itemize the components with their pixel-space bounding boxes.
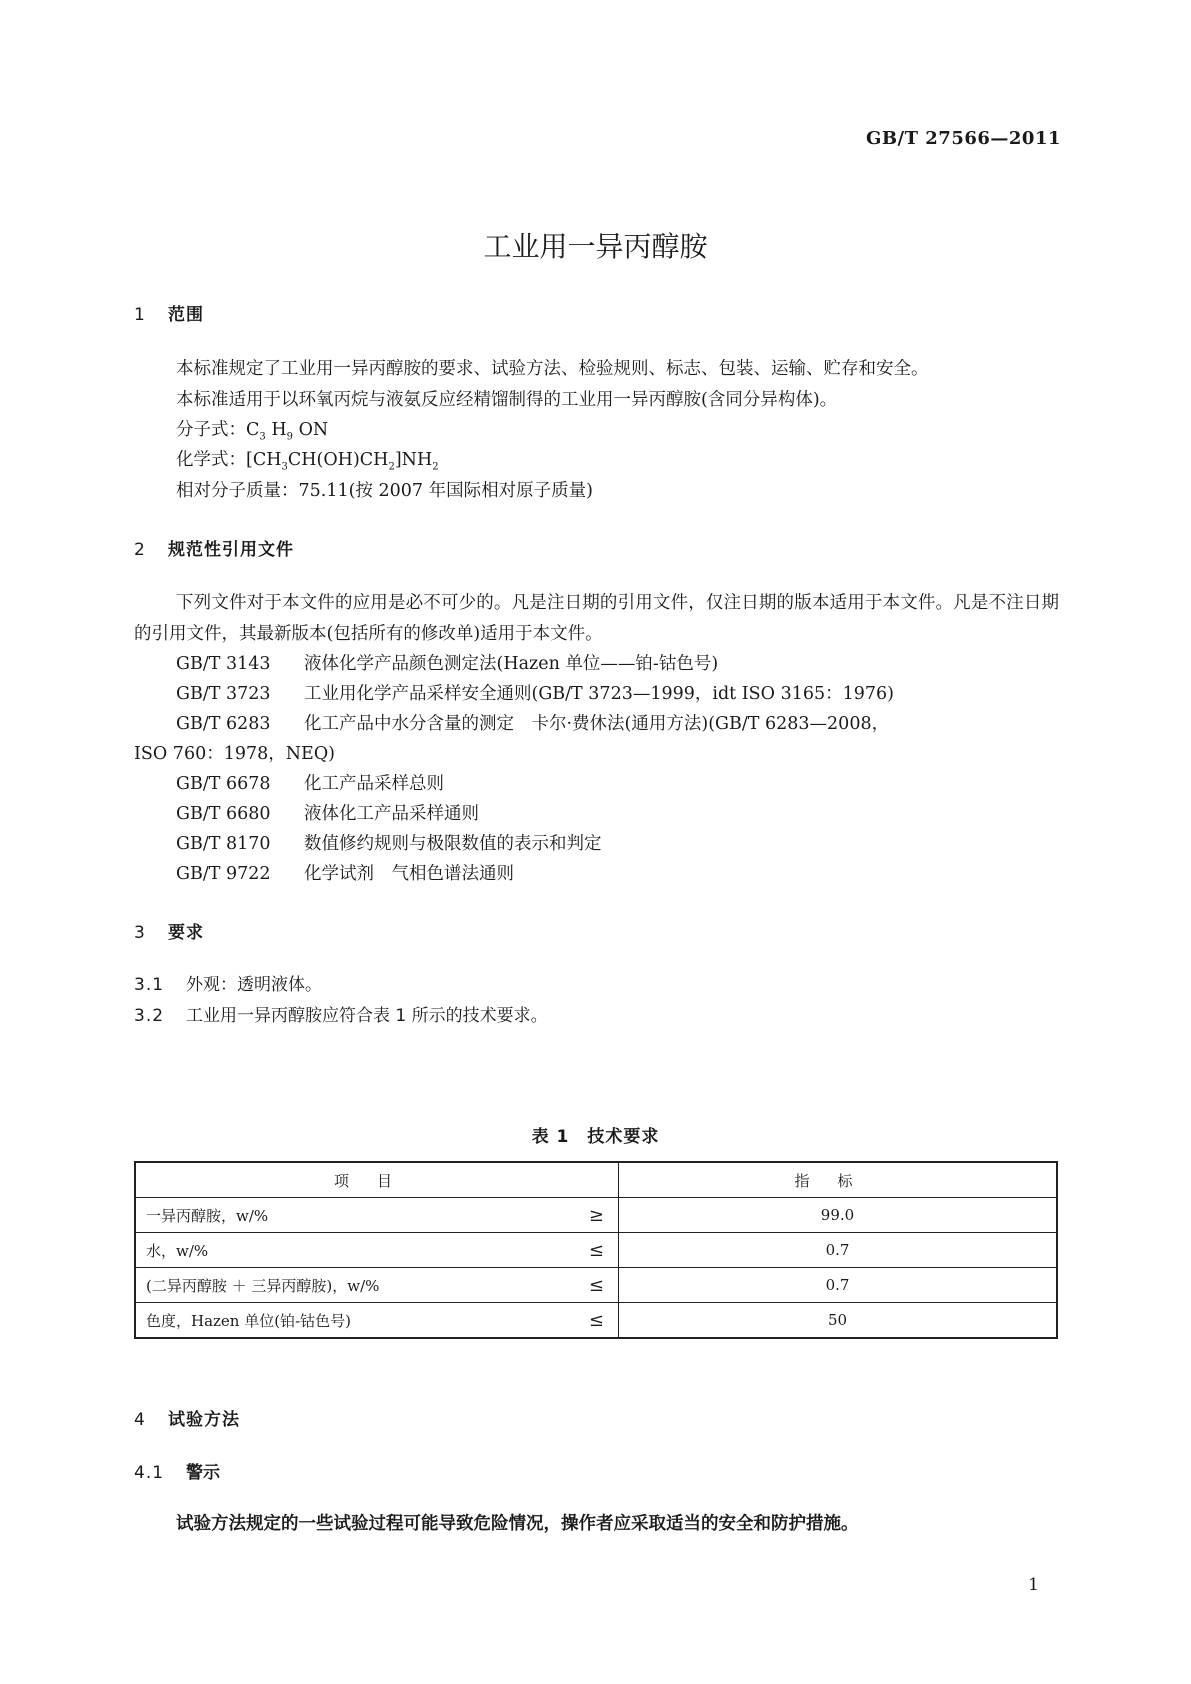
table-row: [135, 1303, 1057, 1339]
header-value: 指标: [619, 1162, 1058, 1198]
table-header-row: [135, 1162, 1057, 1198]
formula-part: ON: [298, 420, 329, 440]
clause-title: 警示: [186, 1463, 220, 1483]
reference-title: 化工产品中水分含量的测定 卡尔·费休法(通用方法)(GB/T 6283—2008，: [304, 714, 890, 734]
row-comparator: ≤: [544, 1268, 619, 1303]
section-4-heading: [134, 1405, 240, 1430]
table-row: [135, 1233, 1057, 1268]
row-value: 0.7: [619, 1268, 1058, 1303]
scope-paragraph-2: 本标准适用于以环氧丙烷与液氨反应经精馏制得的工业用一异丙醇胺(含同分异构体)。: [176, 390, 838, 410]
reference-item: [176, 770, 444, 795]
reference-item-continuation: ISO 760：1978，NEQ): [134, 744, 336, 764]
row-value: 99.0: [619, 1198, 1058, 1233]
row-item: 一异丙醇胺，w/%: [135, 1198, 544, 1233]
row-comparator: ≥: [544, 1198, 619, 1233]
reference-item: [176, 680, 894, 705]
section-title: 试验方法: [168, 1410, 240, 1430]
technical-requirements-table: [134, 1161, 1058, 1339]
scope-paragraph-1: 本标准规定了工业用一异丙醇胺的要求、试验方法、检验规则、标志、包装、运输、贮存和安全。: [176, 359, 929, 379]
reference-title: 液体化工产品采样通则: [304, 804, 479, 824]
table-row: [135, 1198, 1057, 1233]
section-4-1-heading: [134, 1458, 220, 1483]
reference-title: 液体化学产品颜色测定法(Hazen 单位——铂-钴色号): [304, 654, 719, 674]
references-intro: 下列文件对于本文件的应用是必不可少的。凡是注日期的引用文件，仅注日期的版本适用于本文件。凡是不注日期的引用文件，其最新版本(包括所有的修改单)适用于本文件。: [134, 593, 1059, 644]
clause-text: 外观：透明液体。: [186, 975, 322, 995]
row-item: (二异丙醇胺 ＋ 三异丙醇胺)，w/%: [135, 1268, 544, 1303]
chem-subscript: 3: [281, 461, 288, 473]
reference-item: [176, 860, 514, 885]
section-2-heading: [134, 535, 294, 560]
section-title: 规范性引用文件: [168, 540, 294, 560]
row-item: 水，w/%: [135, 1233, 544, 1268]
row-comparator: ≤: [544, 1303, 619, 1339]
chem-part: ]NH: [394, 450, 433, 470]
chem-subscript: 2: [388, 461, 395, 473]
section-number: 2: [134, 540, 146, 560]
section-3-heading: [134, 918, 204, 943]
formula-part: C: [246, 420, 260, 440]
section-number: 1: [134, 305, 146, 325]
section-title: 要求: [168, 923, 204, 943]
page-number: 1: [1028, 1575, 1039, 1595]
section-number: 3: [134, 923, 146, 943]
clause-number: 4.1: [134, 1463, 165, 1483]
reference-item: [176, 650, 718, 675]
reference-code: GB/T 3143: [176, 654, 271, 674]
reference-title: 数值修约规则与极限数值的表示和判定: [304, 834, 602, 854]
reference-title: 化学试剂 气相色谱法通则: [304, 864, 514, 884]
reference-title: 工业用化学产品采样安全通则(GB/T 3723—1999，idt ISO 3165：1976): [304, 684, 894, 704]
chem-part: [CH: [246, 450, 282, 470]
chem-part: CH(OH)CH: [287, 450, 389, 470]
safety-warning: 试验方法规定的一些试验过程可能导致危险情况，操作者应采取适当的安全和防护措施。: [176, 1514, 859, 1534]
chem-label: 化学式：: [176, 450, 246, 470]
table-row: [135, 1268, 1057, 1303]
reference-code: GB/T 6678: [176, 774, 271, 794]
molecular-formula: [176, 416, 328, 443]
reference-item: [176, 710, 889, 735]
row-value: 50: [619, 1303, 1058, 1339]
reference-title: 化工产品采样总则: [304, 774, 444, 794]
clause-text: 工业用一异丙醇胺应符合表 1 所示的技术要求。: [186, 1006, 548, 1026]
reference-code: GB/T 6680: [176, 804, 271, 824]
row-item: 色度，Hazen 单位(铂-钴色号): [135, 1303, 544, 1339]
section-number: 4: [134, 1410, 146, 1430]
chem-subscript: 2: [432, 461, 439, 473]
clause-number: 3.2: [134, 1006, 165, 1026]
table-caption: 表 1 技术要求: [531, 1127, 660, 1147]
section-title: 范围: [168, 305, 204, 325]
reference-item: [176, 800, 479, 825]
reference-code: GB/T 3723: [176, 684, 271, 704]
clause-number: 3.1: [134, 975, 165, 995]
reference-code: GB/T 9722: [176, 864, 271, 884]
row-value: 0.7: [619, 1233, 1058, 1268]
formula-part: H: [271, 420, 287, 440]
reference-code: GB/T 6283: [176, 714, 271, 734]
formula-subscript: 9: [286, 431, 293, 443]
standard-number: GB/T 27566—2011: [865, 128, 1061, 149]
formula-label: 分子式：: [176, 420, 246, 440]
section-1-heading: [134, 300, 204, 325]
header-item: 项目: [135, 1162, 619, 1198]
relative-molecular-mass: 相对分子质量：75.11(按 2007 年国际相对原子质量): [176, 481, 593, 501]
formula-subscript: 3: [259, 431, 266, 443]
chemical-formula: [176, 446, 439, 473]
requirement-3-1: [134, 970, 322, 995]
requirement-3-2: [134, 1001, 548, 1026]
reference-item: [176, 830, 602, 855]
row-comparator: ≤: [544, 1233, 619, 1268]
document-title: 工业用一异丙醇胺: [483, 230, 708, 263]
reference-code: GB/T 8170: [176, 834, 271, 854]
